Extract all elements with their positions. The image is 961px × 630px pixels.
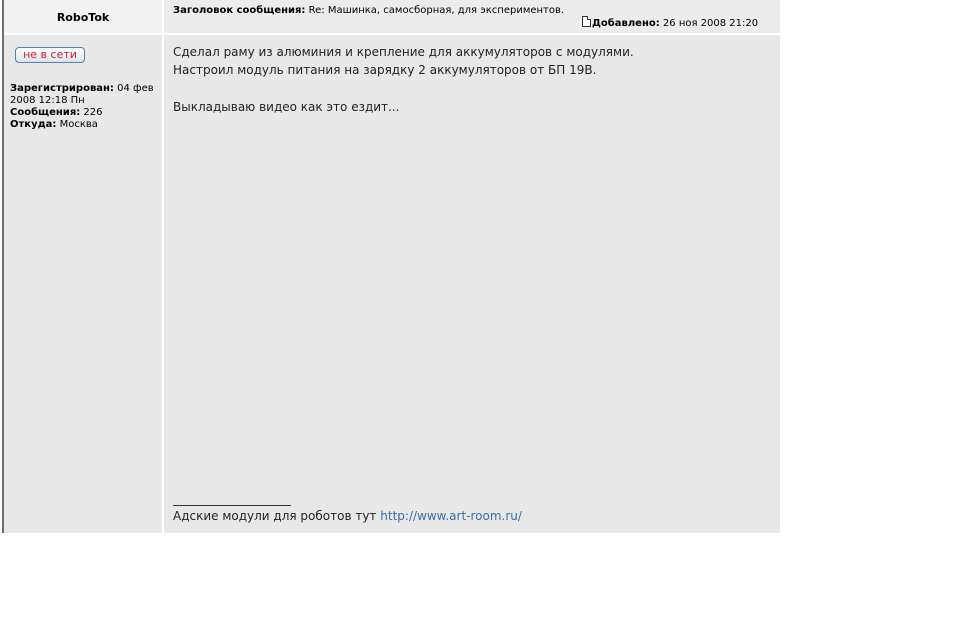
subject-value: Re: Машинка, самосборная, для экспериментов. <box>308 5 565 16</box>
from-row <box>10 119 154 131</box>
from-value: Москва <box>59 119 98 130</box>
added-value: 26 ноя 2008 21:20 <box>662 18 759 29</box>
registered-label: Зарегистрирован: <box>10 83 114 94</box>
message-subject <box>173 5 564 16</box>
message-added <box>582 16 758 29</box>
author-name: RoboTok <box>56 11 110 24</box>
message-line-3: Выкладываю видео как это ездит... <box>173 100 400 114</box>
registered-row <box>10 83 154 95</box>
registered-value-2: 2008 12:18 Пн <box>10 95 85 106</box>
author-header <box>4 0 162 33</box>
signature <box>173 509 522 523</box>
author-profile-panel <box>4 35 162 533</box>
added-label: Добавлено: <box>592 18 660 29</box>
signature-divider <box>173 505 291 506</box>
message-line-2: Настроил модуль питания на зарядку 2 аккумуляторов от БП 19В. <box>173 63 597 77</box>
posts-row <box>10 107 154 119</box>
signature-text: Адские модули для роботов тут <box>173 509 377 523</box>
posts-value: 226 <box>83 107 103 118</box>
message-line-1: Сделал раму из алюминия и крепление для аккумуляторов с модулями. <box>173 45 634 59</box>
message-header <box>164 0 780 33</box>
signature-link[interactable]: http://www.art-room.ru/ <box>380 509 522 523</box>
offline-status-button[interactable]: не в сети <box>15 47 85 63</box>
subject-label: Заголовок сообщения: <box>173 5 306 16</box>
post-icon[interactable] <box>582 16 591 27</box>
author-profile <box>10 83 154 131</box>
from-label: Откуда: <box>10 119 57 130</box>
posts-label: Сообщения: <box>10 107 81 118</box>
registered-value-1: 04 фев <box>117 83 154 94</box>
message-body <box>164 35 780 533</box>
